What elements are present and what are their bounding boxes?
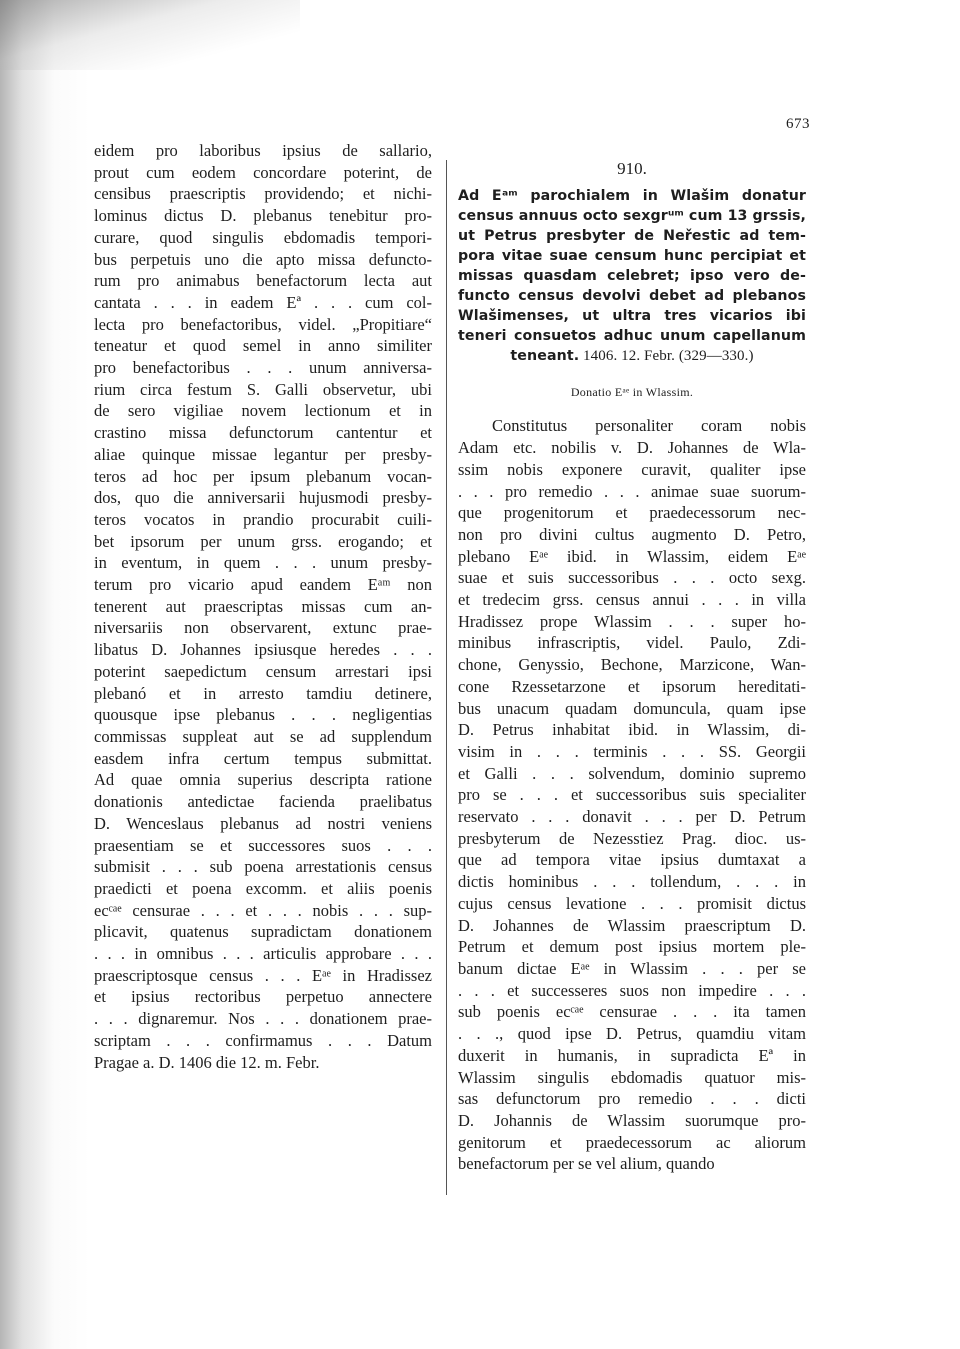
text-line: . . . et successeres suos non impedire . . . [458, 980, 806, 1000]
text-line: rium circa festum S. Galli observetur, ubi [94, 379, 432, 399]
text-line: teros vocatos in prandio procurabit cuili- [94, 509, 432, 529]
text-line: tenerent aut praescriptas missas cum an- [94, 596, 432, 616]
text-line: curare, quod singulis ebdomadis tempori- [94, 227, 432, 247]
text-line: terum pro vicario apud eandem Eᵃᵐ non [94, 575, 432, 595]
text-line: presbyterum de Nezesstiez Prag. dioc. us- [458, 828, 806, 848]
text-line: Adam etc. nobilis v. D. Johannes de Wla- [458, 438, 806, 458]
text-line: D. Petrus inhabitat ibid. in Wlassim, di- [458, 720, 806, 740]
text-line: eidem pro laboribus ipsius de sallario, [94, 141, 432, 160]
heading-line: Ad Eᵃᵐ parochialem in Wlašim donatur [458, 187, 806, 204]
text-line: suae et suis successoribus . . . octo sexg. [458, 568, 806, 588]
right-column [458, 140, 806, 1175]
text-line: dos, quo die anniversarii hujusmodi presby- [94, 488, 432, 508]
text-line: plicavit, quatenus supradictam donationem [94, 922, 432, 942]
left-column [94, 140, 432, 1073]
text-line: et tredecim grss. census annui . . . in villa [458, 590, 806, 610]
text-line: commissas suppleat aut se ad supplendum [94, 726, 432, 746]
text-line: crastino missa defunctorum cantentur et [94, 423, 432, 443]
text-line: benefactorum per se vel alium, quando [458, 1154, 715, 1174]
text-line: D. Johannes de Wlassim praescriptum D. [458, 915, 806, 935]
text-line: prout cum eodem concordare poterint, de [94, 162, 432, 182]
column-divider [446, 160, 447, 1195]
text-line: et ipsius rectoribus perpetuo annectere [94, 987, 432, 1007]
heading-line: functo census devolvi debet ad plebanos [458, 287, 806, 304]
text-line: minibus infrascriptis, videl. Paulo, Zdi- [458, 633, 806, 653]
text-line: teros ad hoc per ipsum plebanum vocan- [94, 466, 432, 486]
text-line: . . . pro remedio . . . animae suae suorum- [458, 481, 806, 501]
text-line: banum dictae Eᵃᵉ in Wlassim . . . per se [458, 958, 806, 978]
heading-line: census annuus octo sexgrᵘᵐ cum 13 grssis, [458, 207, 806, 224]
text-line: duxerit in humanis, in supradicta Eª in [458, 1045, 806, 1065]
text-line: reservato . . . donavit . . . per D. Petrum [458, 807, 806, 827]
heading-line: pora vitae suae censum hunc percipiat et [458, 247, 806, 264]
text-line: et Galli . . . solvendum, dominio supremo [458, 763, 806, 783]
text-line: que progenitorum et praedecessorum nec- [458, 503, 806, 523]
text-line: poterint saepedictum censum arrestari ipsi [94, 661, 432, 681]
text-line: D. Johannis de Wlassim suorumque pro- [458, 1110, 806, 1130]
text-line: genitorum et praedecessorum ac aliorum [458, 1132, 806, 1152]
text-line: in eventum, in quem . . . unum presby- [94, 553, 432, 573]
heading-final-word: teneant. [510, 347, 580, 364]
text-line: lominus dictus D. plebanus tenebitur pro- [94, 206, 432, 226]
text-line: dictis hominibus . . . tollendum, . . . in [458, 872, 806, 892]
text-line: lecta pro benefactoribus, videl. „Propitiare“ [94, 314, 432, 334]
heading-line: teneri consuetos adhuc unum capellanum [458, 327, 806, 344]
text-line: bet ipsorum per unum grss. erogando; et [94, 531, 432, 551]
text-line: visim in . . . terminis . . . SS. Georgii [458, 741, 806, 761]
right-column-text [458, 415, 806, 1175]
text-line: ecᶜᵃᵉ censurae . . . et . . . nobis . . . sup- [94, 900, 432, 920]
heading-line-last [458, 346, 806, 366]
page-number: 673 [786, 116, 810, 132]
text-line: Wlassim singulis ebdomadis quatuor mis- [458, 1067, 806, 1087]
scan-edge-shadow [0, 0, 90, 1349]
text-line: praescriptosque census . . . Eᵃᵉ in Hradissez [94, 965, 432, 985]
text-line: rum pro animabus benefactorum lecta aut [94, 271, 432, 291]
document-subtitle: Donatio Eᵃᵉ in Wlassim. [570, 384, 694, 399]
text-line: submisit . . . sub poena arrestationis census [94, 857, 432, 877]
text-line: bus perpetuis uno die apto missa defuncto- [94, 249, 432, 269]
text-line: . . ., quod ipse D. Petrus, quamdiu vitam [458, 1024, 806, 1044]
text-line: cone Rzessetarzone et ipsorum hereditati- [458, 676, 806, 696]
text-line: teneatur et quod semel in anno similiter [94, 336, 432, 356]
text-line: easdem infra certum tempus submittat. [94, 748, 432, 768]
text-line: . . . dignaremur. Nos . . . donationem prae- [94, 1009, 432, 1029]
text-line: Constitutus personaliter coram nobis [492, 416, 806, 436]
document-number: 910. [617, 159, 647, 178]
text-line: non pro divini cultus augmento D. Petro, [458, 524, 806, 544]
text-line: Pragae a. D. 1406 die 12. m. Febr. [94, 1052, 320, 1072]
heading-line: missas quasdam celebret; ipso vero de- [458, 267, 806, 284]
text-line: praesentiam se et successores suos . . . [94, 835, 432, 855]
text-line: Petrum et demum post ipsius mortem ple- [458, 937, 806, 957]
text-line: pro benefactoribus . . . unum anniversa- [94, 358, 432, 378]
text-line: chone, Genyssio, Bechone, Marzicone, Wan- [458, 655, 806, 675]
text-line: cujus census levatione . . . promisit dictus [458, 893, 806, 913]
text-line: ssim nobis exponere curavit, qualiter ipse [458, 459, 806, 479]
text-line: quousque ipse plebanus . . . negligentias [94, 705, 432, 725]
text-line: pro se . . . et successoribus suis specialiter [458, 785, 806, 805]
text-line: cantata . . . in eadem Eª . . . cum col- [94, 292, 432, 312]
heading-date: 1406. 12. Febr. (329—330.) [579, 347, 754, 364]
text-line: Hradissez prope Wlassim . . . super ho- [458, 611, 806, 631]
text-line: niversariis non observarent, extunc prae- [94, 618, 432, 638]
text-line: sas defunctorum pro remedio . . . dicti [458, 1089, 806, 1109]
text-line: aliae quinque missae legantur per presby- [94, 444, 432, 464]
text-line: scriptam . . . confirmamus . . . Datum [94, 1030, 432, 1050]
text-line: donationis antedictae facienda praelibatus [94, 792, 432, 812]
text-line: bus unacum quadam domuncula, quam ipse [458, 698, 806, 718]
heading-line: Wlašimenses, ut ultra tres vicarios ibi [458, 307, 806, 324]
text-line: Ad quae omnia superius descripta ratione [94, 770, 432, 790]
heading-line: ut Petrus presbyter de Neřestic ad tem- [458, 227, 806, 244]
text-line: plebanó et in arresto tamdiu detinere, [94, 683, 432, 703]
text-line: plebano Eᵃᵉ ibid. in Wlassim, eidem Eᵃᵉ [458, 546, 806, 566]
text-line: de sero vigiliae novem lectionum et in [94, 401, 432, 421]
text-line: praedicti et poena excomm. et aliis poenis [94, 878, 432, 898]
text-line: . . . in omnibus . . . articulis approbare . . . [94, 944, 432, 964]
left-column-text [94, 140, 432, 1073]
text-line: libatus D. Johannes ipsiusque heredes . . . [94, 640, 432, 660]
scan-corner-shadow [0, 0, 300, 70]
text-line: sub poenis ecᶜᵃᵉ censurae . . . ita tamen [458, 1002, 806, 1022]
text-line: censibus praescriptis providendo; et nichi- [94, 184, 432, 204]
text-line: que ad tempora vitae ipsius dumtaxat a [458, 850, 806, 870]
document-heading [458, 186, 806, 366]
text-line: D. Wenceslaus plebanus ad nostri veniens [94, 813, 432, 833]
